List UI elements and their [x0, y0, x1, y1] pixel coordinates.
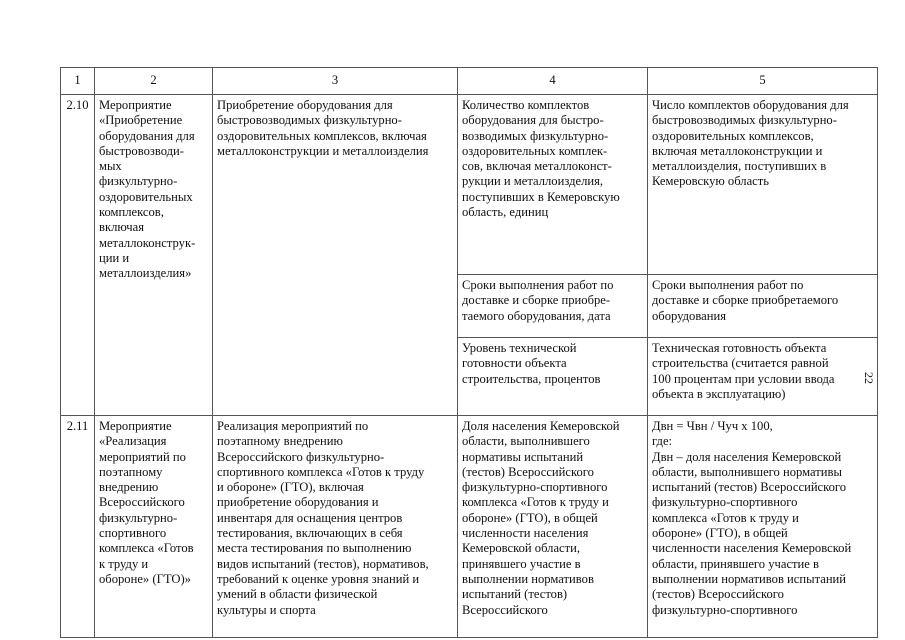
table-row-2-10-a: [61, 95, 878, 275]
table-header-row: [61, 68, 878, 95]
header-col-1: 1: [61, 68, 95, 95]
page-number: 22: [862, 372, 876, 384]
event-name-2-10: Мероприятие «Приобретение оборудования для быстровозводи- мых физкультурно- оздоровительных комплексов, включая металлоконструк- ции и металлоизделия»: [95, 95, 213, 416]
indicator-name-2-10-2: Сроки выполнения работ по доставке и сборке приобре- таемого оборудования, дата: [458, 275, 648, 338]
row-number-2-10: 2.10: [61, 95, 95, 416]
row-number-2-11: 2.11: [61, 416, 95, 638]
event-name-2-11: Мероприятие «Реализация мероприятий по поэтапному внедрению Всероссийского физкультурно- спортивного комплекса «Готов к труду и обороне» (ГТО)»: [95, 416, 213, 638]
indicator-method-2-10-1: Число комплектов оборудования для быстровозводимых физкультурно- оздоровительных комплексов, включая металлоконструкции и металлоизделия, поступивших в Кемеровскую область: [648, 95, 878, 275]
header-col-3: 3: [213, 68, 458, 95]
indicator-method-2-10-3: Техническая готовность объекта строительства (считается равной 100 процентам при условии ввода объекта в эксплуатацию): [648, 338, 878, 416]
event-description-2-11: Реализация мероприятий по поэтапному внедрению Всероссийского физкультурно- спортивного комплекса «Готов к труду и обороне» (ГТО), включая приобретение оборудования и инвентаря для оснащения центров тестирования, включающих в себя места тестирования по выполнению видов испытаний (тестов), нормативов, требований к оценке уровня знаний и умений в области физической культуры и спорта: [213, 416, 458, 638]
indicators-table: [60, 67, 878, 638]
header-col-5: 5: [648, 68, 878, 95]
indicator-name-2-10-1: Количество комплектов оборудования для быстро- возводимых физкультурно- оздоровительных комплек- сов, включая металлоконст- рукции и металлоизделия, поступивших в Кемеровскую область, единиц: [458, 95, 648, 275]
indicator-method-2-11: Двн = Чвн / Чуч х 100, где: Двн – доля населения Кемеровской области, выполнившего нормативы испытаний (тестов) Всероссийского физкультурно-спортивного комплекса «Готов к труду и обороне» (ГТО), в общей численности населения Кемеровской области, принявшего участие в выполнении нормативов испытаний (тестов) Всероссийского физкультурно-спортивного: [648, 416, 878, 638]
header-col-4: 4: [458, 68, 648, 95]
indicator-name-2-11: Доля населения Кемеровской области, выполнившего нормативы испытаний (тестов) Всероссийского физкультурно-спортивного комплекса «Готов к труду и обороне» (ГТО), в общей численности населения Кемеровской области, принявшего участие в выполнении нормативов испытаний (тестов) Всероссийского: [458, 416, 648, 638]
indicator-method-2-10-2: Сроки выполнения работ по доставке и сборке приобретаемого оборудования: [648, 275, 878, 338]
header-col-2: 2: [95, 68, 213, 95]
event-description-2-10: Приобретение оборудования для быстровозводимых физкультурно- оздоровительных комплексов, включая металлоконструкции и металлоизделия: [213, 95, 458, 416]
table-row-2-11: [61, 416, 878, 638]
indicator-name-2-10-3: Уровень технической готовности объекта строительства, процентов: [458, 338, 648, 416]
